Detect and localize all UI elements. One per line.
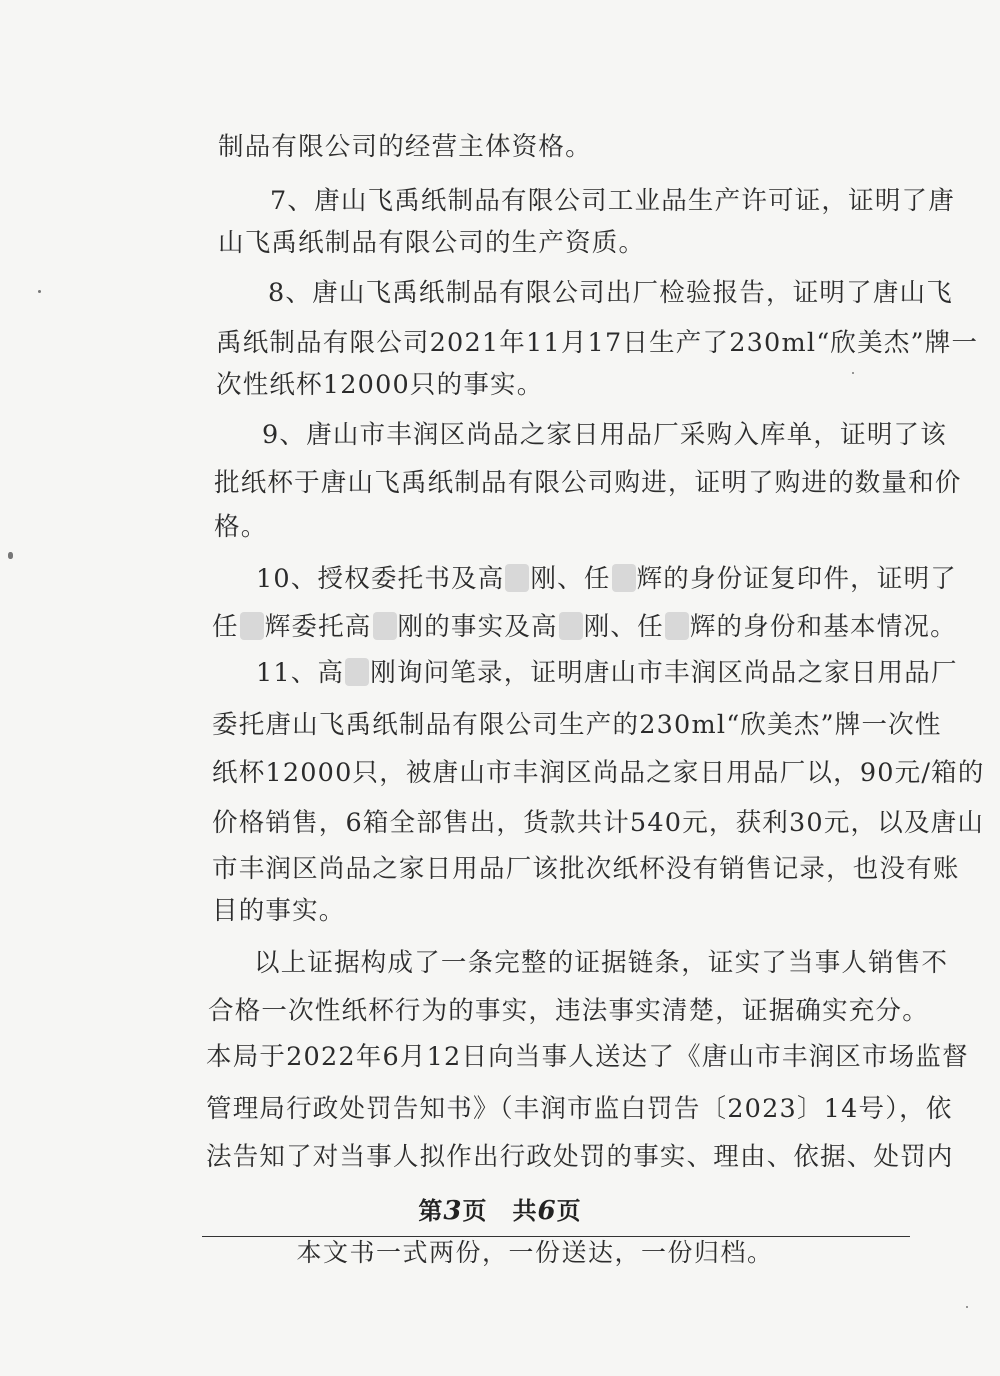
- item10-text: 刚、任: [530, 564, 611, 594]
- item10-text: 刚、任: [583, 612, 664, 642]
- scan-speck: [8, 552, 13, 559]
- conclusion-line-4: 管理局行政处罚告知书》（丰润市监白罚告〔2023〕14号），依: [206, 1094, 953, 1124]
- scan-speck: [852, 372, 854, 374]
- redaction-block: [345, 658, 369, 686]
- item11-line-6: 目的事实。: [212, 896, 346, 926]
- text-line-9: 格。: [214, 512, 268, 542]
- item10-text: 任: [212, 612, 239, 642]
- text-line-1: 制品有限公司的经营主体资格。: [218, 132, 592, 162]
- conclusion-line-3: 本局于2022年6月12日向当事人送达了《唐山市丰润区市场监督: [206, 1042, 969, 1072]
- conclusion-line-2: 合格一次性纸杯行为的事实，违法事实清楚，证据确实充分。: [208, 996, 929, 1026]
- item10-line-2: [212, 610, 957, 644]
- text-line-8: 批纸杯于唐山飞禹纸制品有限公司购进，证明了购进的数量和价: [214, 468, 962, 498]
- text-line-7: 9、唐山市丰润区尚品之家日用品厂采购入库单，证明了该: [262, 420, 947, 450]
- page-number-prefix: 第: [418, 1196, 444, 1225]
- conclusion-line-5: 法告知了对当事人拟作出行政处罚的事实、理由、依据、处罚内: [206, 1142, 954, 1172]
- item11-line-3: 纸杯12000只，被唐山市丰润区尚品之家日用品厂以，90元/箱的: [212, 758, 985, 788]
- item11-line-4: 价格销售，6箱全部售出，货款共计540元，获利30元，以及唐山: [212, 808, 985, 838]
- item10-line-1: [256, 562, 957, 596]
- item11-line-2: 委托唐山飞禹纸制品有限公司生产的230ml“欣美杰”牌一次性: [212, 710, 942, 740]
- scan-speck: [966, 1306, 968, 1308]
- item11-line-1: [256, 656, 958, 690]
- redaction-block: [612, 564, 636, 592]
- item11-text: 刚询问笔录，证明唐山市丰润区尚品之家日用品厂: [370, 658, 958, 688]
- item10-text: 辉的身份证复印件，证明了: [636, 564, 957, 594]
- redaction-block: [505, 564, 529, 592]
- redaction-block: [559, 612, 583, 640]
- item10-text: 刚的事实及高: [397, 612, 558, 642]
- redaction-block: [665, 612, 689, 640]
- redaction-block: [240, 612, 264, 640]
- item11-text: 11、高: [256, 658, 345, 688]
- item10-text: 10、授权委托书及高: [256, 564, 505, 594]
- item10-text: 辉的身份和基本情况。: [689, 612, 957, 642]
- footer-note: 本文书一式两份，一份送达，一份归档。: [296, 1238, 774, 1267]
- page-number-middle: 页 共: [462, 1196, 538, 1225]
- text-line-5: 禹纸制品有限公司2021年11月17日生产了230ml“欣美杰”牌一: [216, 328, 979, 358]
- redaction-block: [373, 612, 397, 640]
- scan-speck: [38, 290, 41, 293]
- page-number-current: 3: [443, 1196, 463, 1226]
- text-line-4: 8、唐山飞禹纸制品有限公司出厂检验报告，证明了唐山飞: [268, 278, 953, 308]
- conclusion-line-1: 以上证据构成了一条完整的证据链条，证实了当事人销售不: [254, 948, 949, 978]
- item11-line-5: 市丰润区尚品之家日用品厂该批次纸杯没有销售记录，也没有账: [212, 854, 960, 884]
- text-line-2: 7、唐山飞禹纸制品有限公司工业品生产许可证，证明了唐: [270, 186, 955, 216]
- page-number-suffix: 页: [556, 1196, 582, 1225]
- text-line-3: 山飞禹纸制品有限公司的生产资质。: [218, 228, 646, 258]
- page-number-total: 6: [537, 1196, 557, 1226]
- text-line-6: 次性纸杯12000只的事实。: [216, 370, 544, 400]
- page-number: [0, 1194, 1000, 1228]
- item10-text: 辉委托高: [264, 612, 372, 642]
